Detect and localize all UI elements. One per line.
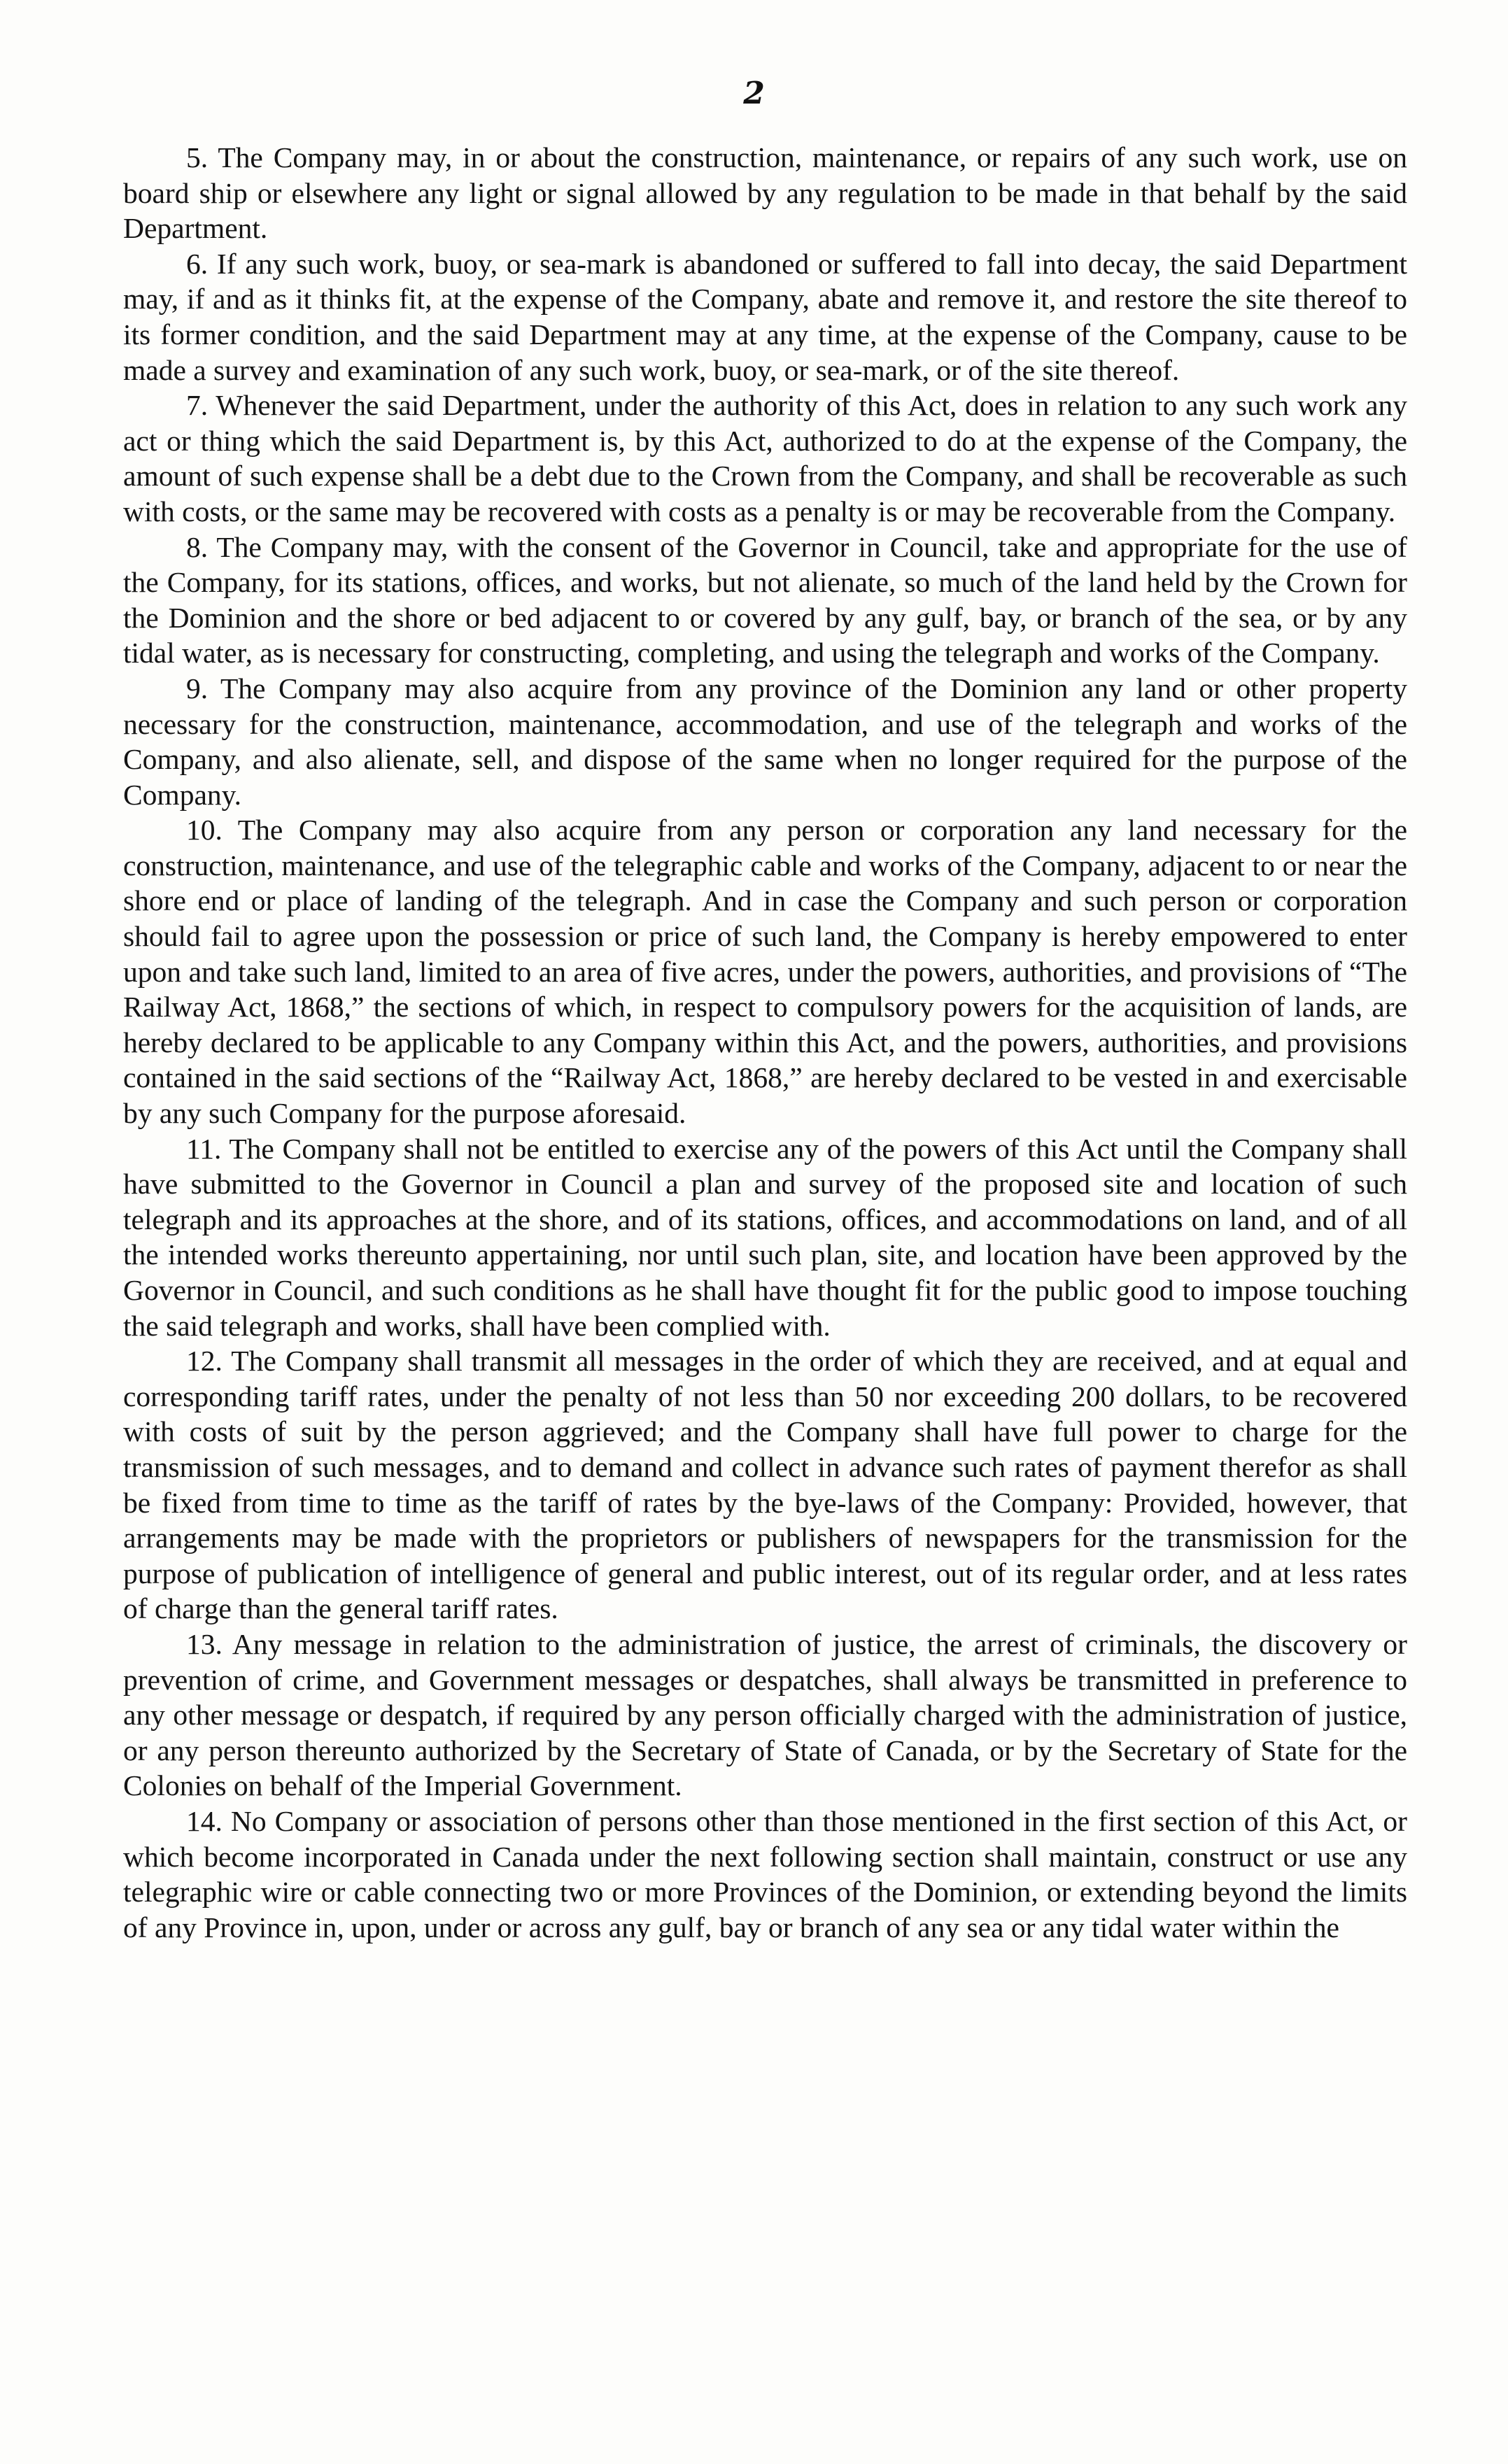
section-text: The Company may, in or about the construction, maintenance, or repairs of any such work, use on board ship or elsewhere any light or signal allowed by any regulation to be made in that behalf by the said Department. (123, 141, 1407, 245)
section-text: The Company may also acquire from any province of the Dominion any land or other property necessary for the construction, maintenance, accommodation, and use of the telegraph and works of the Company, and also alienate, sell, and dispose of the same when no longer required for the purpose of the Company. (123, 672, 1407, 811)
section-text: The Company may, with the consent of the Governor in Council, take and appropriate for the use of the Company, for its stations, offices, and works, but not alienate, so much of the land held by the Crown for the Dominion and the shore or bed adjacent to or covered by any gulf, bay, or branch of the sea, or by any tidal water, as is necessary for constructing, completing, and using the telegraph and works of the Company. (123, 530, 1407, 670)
section-12 (123, 1343, 1407, 1627)
section-text: If any such work, buoy, or sea-mark is abandoned or suffered to fall into decay, the said Department may, if and as it thinks fit, at the expense of the Company, abate and remove it, and restore the site thereof to its former condition, and the said Department may at any time, at the expense of the Company, cause to be made a survey and examination of any such work, buoy, or sea-mark, or of the site thereof. (123, 247, 1407, 386)
act-text (123, 140, 1407, 1945)
section-13 (123, 1627, 1407, 1804)
section-6 (123, 246, 1407, 388)
section-text: The Company may also acquire from any person or corporation any land necessary for the construction, maintenance, and use of the telegraphic cable and works of the Company, adjacent to or near the shore end or place of landing of the telegraph. And in case the Company and such person or corporation should fail to agree upon the possession or price of such land, the Company is hereby empowered to enter upon and take such land, limited to an area of five acres, under the powers, authorities, and provisions of “The Railway Act, 1868,” the sections of which, in respect to compulsory powers for the acquisition of lands, are hereby declared to be applicable to any Company within this Act, and the powers, authorities, and provisions contained in the said sections of the “Railway Act, 1868,” are hereby declared to be vested in and exercisable by any such Company for the purpose aforesaid. (123, 814, 1407, 1130)
section-text: The Company shall not be entitled to exercise any of the powers of this Act until the Company shall have submitted to the Governor in Council a plan and survey of the proposed site and location of such telegraph and its approaches at the shore, and of its stations, offices, and accommodations on land, and of all the intended works thereunto appertaining, nor until such plan, site, and location have been approved by the Governor in Council, and such conditions as he shall have thought fit for the public good to impose touching the said telegraph and works, shall have been complied with. (123, 1132, 1407, 1342)
section-text: Whenever the said Department, under the authority of this Act, does in relation to any such work any act or thing which the said Department is, by this Act, authorized to do at the expense of the Company, the amount of such expense shall be a debt due to the Crown from the Company, and shall be recoverable as such with costs, or the same may be recovered with costs as a penalty is or may be recoverable from the Company. (123, 389, 1407, 528)
section-5 (123, 140, 1407, 246)
section-number: 11. (186, 1132, 222, 1165)
section-7 (123, 388, 1407, 529)
section-8 (123, 530, 1407, 671)
section-11 (123, 1131, 1407, 1344)
section-text: No Company or association of persons other than those mentioned in the first section of this Act, or which become incorporated in Canada under the next following section shall maintain, construct or use any telegraphic wire or cable connecting two or more Provinces of the Dominion, or extending beyond the limits of any Province in, upon, under or across any gulf, bay or branch of any sea or any tidal water within the (123, 1804, 1407, 1943)
section-number: 9. (186, 672, 209, 704)
section-number: 10. (186, 814, 223, 847)
section-number: 8. (186, 530, 209, 563)
section-number: 7. (186, 389, 209, 422)
section-number: 13. (186, 1627, 223, 1660)
section-number: 5. (186, 141, 209, 174)
section-9 (123, 671, 1407, 812)
section-14 (123, 1804, 1407, 1945)
section-number: 12. (186, 1345, 223, 1378)
section-text: The Company shall transmit all messages in the order of which they are received, and at equal and corresponding tariff rates, under the penalty of not less than 50 nor exceeding 200 dollars, to be recovered with costs of suit by the person aggrieved; and the Company shall have full power to charge for the transmission of such messages, and to demand and collect in advance such rates of payment therefor as shall be fixed from time to time as the tariff of rates by the bye-laws of the Company: Provided, however, that arrangements may be made with the proprietors or publishers of newspapers for the transmission for the purpose of publication of intelligence of general and public interest, out of its regular order, and at less rates of charge than the general tariff rates. (123, 1345, 1407, 1625)
section-10 (123, 812, 1407, 1131)
section-text: Any message in relation to the administration of justice, the arrest of criminals, the discovery or prevention of crime, and Government messages or despatches, shall always be transmitted in preference to any other message or despatch, if required by any person officially charged with the administration of justice, or any person thereunto authorized by the Secretary of State of Canada, or by the Secretary of State for the Colonies on behalf of the Imperial Government. (123, 1627, 1407, 1802)
section-number: 6. (186, 247, 209, 280)
page-number: 2 (743, 76, 765, 111)
section-number: 14. (186, 1804, 223, 1837)
